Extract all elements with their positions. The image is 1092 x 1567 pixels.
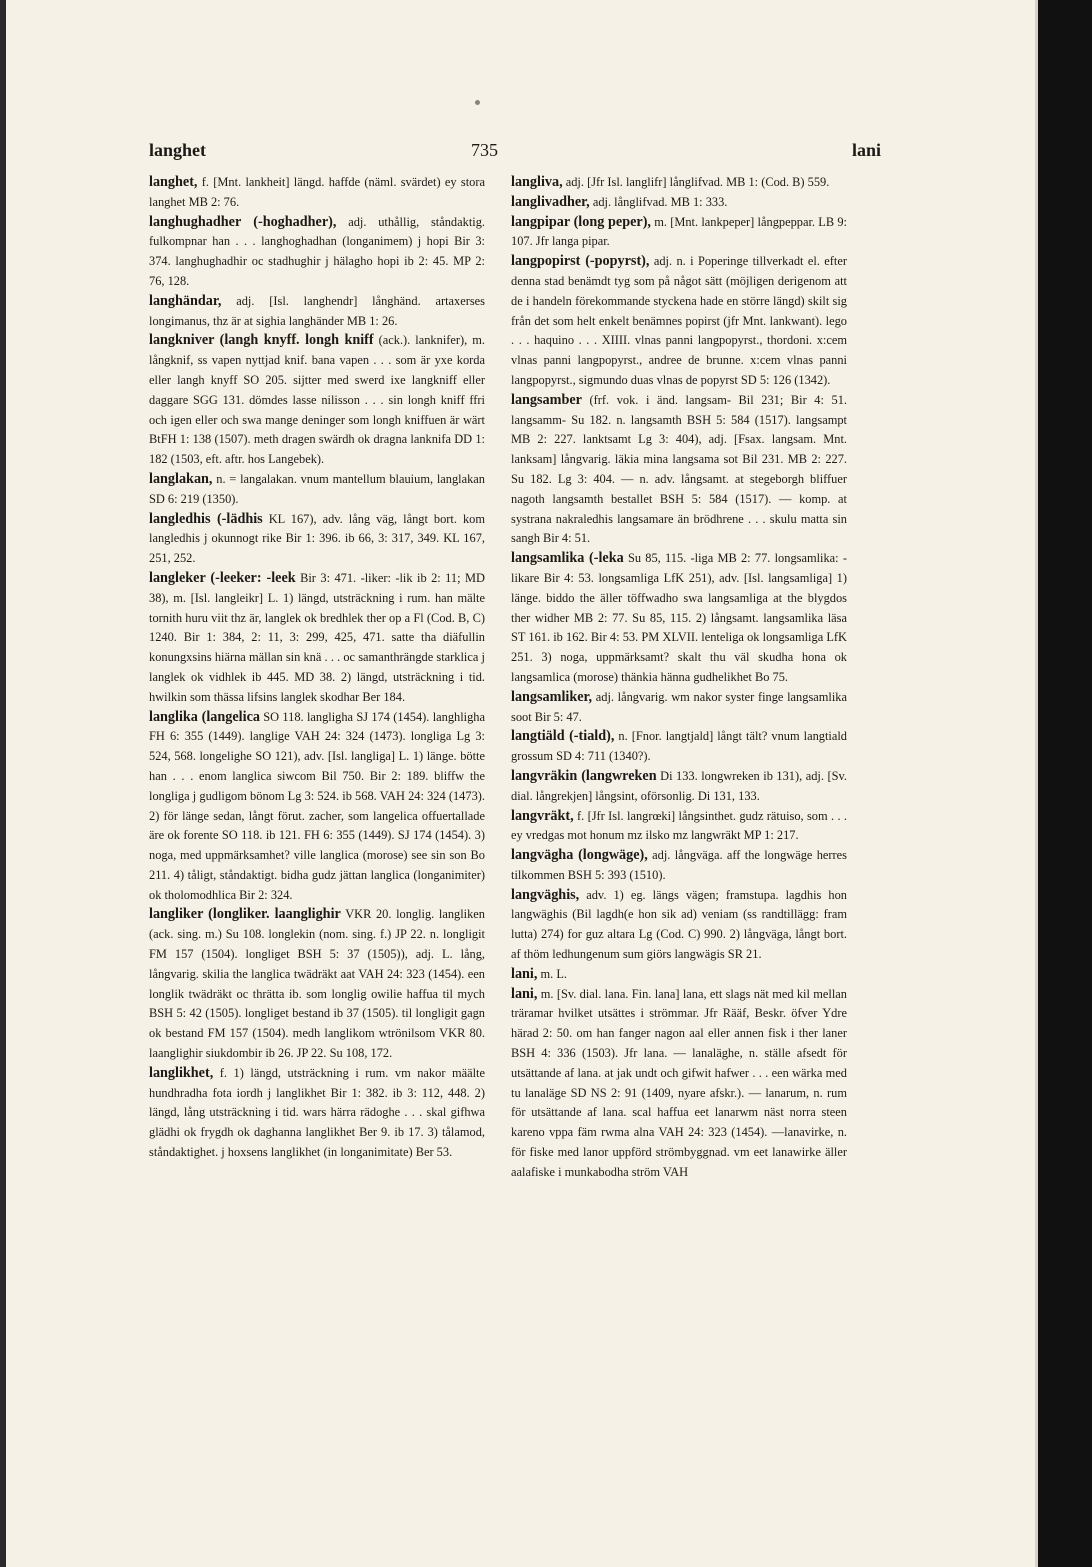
entry-text: Di 133. longwreken ib 131), adj. [Sv. dial. långrekjen] långsint, oförsonlig. Di 131, 133. [511, 768, 847, 803]
entry-headword: langvräkin (langwreken [511, 767, 657, 784]
dictionary-entry [149, 331, 485, 470]
dictionary-entry [149, 1064, 485, 1163]
entry-text: adj. långlifvad. MB 1: 333. [589, 194, 728, 209]
page-header [149, 140, 881, 170]
dictionary-entry [149, 470, 485, 510]
dictionary-entry [149, 708, 485, 906]
entry-headword: langpipar (long peper), [511, 213, 651, 230]
entry-text: m. [Mnt. lankpeper] långpeppar. LB 9: 107. Jfr langa pipar. [511, 214, 847, 249]
entry-text: n. = langalakan. vnum mantellum blauium, langlakan SD 6: 219 (1350). [149, 471, 485, 506]
page-number: 735 [471, 140, 498, 160]
dictionary-entry [511, 965, 847, 985]
entry-text: adj. uthållig, ståndaktig. fulkompnar han . . . langhoghadhan (longanimem) j hopi Bir 3: 374. langhughadhir oc stadhughir j hälagho hopi ib 2: 45. MP 2: 76, 128. [149, 214, 486, 288]
entry-text: Bir 3: 471. -liker: -lik ib 2: 11; MD 38), m. [Isl. langleikr] L. 1) längd, utsträckning i rum. han mälte tornith huru viit thz är, langlek ok bredhlek ther op a Fl (Cod. B, C) 1240. Bir 1: 384, 2: 11, 3: 299, 425, 471. satte tha diäfullin konungxsins hiärna mällan sin knä . . . oc samanthrängde starklica j langlek ok vidhlek ib 445. MD 38. 2) längd, utsträckning i tid. hwilkin som thässa lifsins langlek skodhar Ber 184. [149, 570, 485, 704]
dictionary-entry [149, 905, 485, 1063]
entry-text: adj. n. i Poperinge tillverkadt el. efter denna stad benämdt tyg som på något sätt (möjligen derigenom att de i handeln förekommande styckena hade en större längd) skilt sig från det som helt enkelt benämnes popirst (jfr Mnt. lankwant). lego . . . haquino . . . XIIII. vlnas panni langpopyrst., thordoni. x:cem vlnas panni langpopyrst., andree de brunne. x:cem vlnas panni langpopyrst., sigmundo duas vlnas de popyrst SD 5: 126 (1342). [511, 254, 847, 387]
dictionary-entry [511, 985, 847, 1183]
entry-text: m. [Sv. dial. lana. Fin. lana] lana, ett slags nät med kil mellan träramar hvilket utsättes i strömmar. Jfr Rääf, Beskr. öfver Ydre härad 2: 50. om han fanger nagon aal eller annen fisk i ther laner BSH 4: 336 (1503). Jfr lana. — lanaläghe, n. ställe afsedt för utsättande af lana. at jak undt och gifwit hafwer . . . een wärka med tu lanaläge SD NS 2: 91 (1409, nyare afskr.). — lanarum, n. rum för utsättande af lana. scal haffua eet lanarwm näst norra steen kareno vppa fäm rwma alna VAH 24: 323 (1454). —lanavirke, n. för fiske med lanor uppförd strömbyggnad. vm eet lanawirke äller aalafiske i munkabodha ström VAH [511, 986, 847, 1179]
entry-headword: langleker (-leeker: -leek [149, 569, 296, 586]
entry-headword: langlika (langelica [149, 708, 260, 725]
entry-headword: langhet, [149, 174, 198, 190]
dictionary-page [6, 0, 1038, 1567]
entry-text: adj. [Jfr Isl. langlifr] långlifvad. MB 1: (Cod. B) 559. [562, 175, 830, 189]
entry-text: f. 1) längd, utsträckning i rum. vm nakor määlte hundhradha fota iordh j langlikhet Bir 1: 382. ib 3: 112, 448. 2) längd, lång utsträckning i tid. wars härra rädoghe . . . skal gifhwa glädhi ok frygdh ok daghanna langlikhet Ber 9. ib 17. 3) tålamod, ståndaktighet. j hoxsens langlikhet (in longanimitate) Ber 53. [149, 1065, 485, 1160]
entry-text: Su 85, 115. -liga MB 2: 77. longsamlika: -likare Bir 4: 53. longsamliga LfK 251), adv. [Isl. langsamliga] 1) länge. biddo the äller töffwadho swa langsamliga at the blygdos ther widher MB 2: 77. Su 85, 115. 2) långsamt. langsamlika läsa ST 161. ib 162. Bir 4: 53. PM XLVII. lenteliga ok longsamliga LfK 251. 3) noga, uppmärksamt? skalt thu väl skudha hona ok langsamlica (morose) thänkia hänna gudhelikhet Bo 75. [511, 551, 847, 684]
entry-headword: lani, [511, 985, 538, 1002]
entry-text: adj. långväga. aff the longwäge herres tilkommen BSH 5: 393 (1510). [511, 848, 848, 882]
entry-headword: langledhis (-lädhis [149, 510, 263, 527]
dictionary-entry [511, 767, 847, 807]
entry-headword: langhughadher (-hoghadher), [149, 213, 337, 230]
entry-text: n. [Fnor. langtjald] långt tält? vnum langtiald grossum SD 4: 711 (1340?). [511, 729, 847, 764]
entry-headword: lani, [511, 965, 538, 982]
dictionary-entry [511, 391, 847, 549]
entry-headword: langlikhet, [149, 1064, 214, 1081]
entry-text: VKR 20. longlig. langliken (ack. sing. m.) Su 108. longlekin (nom. sing. f.) JP 22. n. longligit FM 157 (1504). longliget BSH 5: 37 (1505)), adj. L. lång, långvarig. skilia the langlica twädräkt aat VAH 24: 323 (1454). een longlik twädräkt oc thrätta ib. som longlig owilie haffua til mych BSH 5: 42 (1505). longliget bestand ib 37 (1505). til longligit gagn ok bestand FM 157 (1504). medh langlikom wtrönilsom VKR 80. laanglighir siukdombir ib 26. JP 22. Su 108, 172. [149, 907, 485, 1061]
entry-headword: langsamliker, [511, 688, 593, 705]
entry-text: f. [Mnt. lankheit] längd. haffde (näml. svärdet) ey stora langhet MB 2: 76. [149, 175, 485, 209]
dictionary-entry [149, 213, 485, 292]
entry-headword: langkniver (langh knyff. longh kniff [149, 332, 374, 349]
entry-headword: langtiäld (-tiald), [511, 728, 615, 745]
entry-headword: langväghis, [511, 886, 580, 903]
entry-headword: langhändar, [149, 292, 222, 309]
entry-text: adv. 1) eg. längs vägen; framstupa. lagdhis hon langwäghis (Bil lagdh(e hon sik ad) veniam (ss randtillägg: fram lutta) 274) for guz altara Lg (Cod. C) 990. 2) långväga, långt bort. af thöm ledhungenum sum giörs langwägis SR 21. [511, 887, 847, 962]
right-column [511, 173, 847, 1183]
entry-text: KL 167), adv. lång väg, långt bort. kom langledhis j okunnogt rike Bir 1: 396. ib 66, 3: 317, 349. KL 167, 251, 252. [149, 511, 486, 566]
scan-border-right [1038, 0, 1092, 1567]
entry-text: m. L. [537, 966, 568, 981]
entry-headword: langliker (longliker. laanglighir [149, 906, 341, 923]
dictionary-entry [511, 252, 847, 391]
dictionary-entry [149, 292, 485, 332]
entry-headword: langpopirst (-popyrst), [511, 253, 650, 270]
entry-text: f. [Jfr Isl. langrœki] långsinthet. gudz rätuiso, som . . . ey vredgas mot honum mz ilsko mz langwräkt MP 1: 217. [511, 808, 847, 843]
left-column [149, 173, 485, 1163]
dictionary-entry [511, 807, 847, 847]
entry-text: SO 118. langligha SJ 174 (1454). langhligha FH 6: 355 (1449). langlige VAH 24: 324 (1473). longliga Lg 3: 524, 568. longelighe SO 121), adv. [Isl. langliga] L. 1) länge. bötte han . . . enom langlica siwcom Bil 750. Bir 2: 189. bliffw the longliga j gudligom bönom Lg 3: 524. ib 568. VAH 24: 324 (1473). 2) för länge sedan, långt förut. zacher, som langelica offuertallade äre ok forente SO 118. ib 121. FH 6: 355 (1449). SJ 174 (1454). 3) noga, med uppmärksamhet? ville langlica (morose) see sin son Bo 211. 4) tåligt, ståndaktigt. bidha gudz jättan langlica (longanimiter) ok tholomodhlica Bir 2: 324. [149, 709, 486, 902]
entry-headword: langvägha (longwäge), [511, 847, 648, 864]
entry-headword: langliva, [511, 174, 563, 190]
entry-headword: langlivadher, [511, 193, 590, 210]
dictionary-entry [149, 173, 485, 213]
dictionary-entry [511, 886, 847, 965]
dictionary-entry [511, 173, 847, 193]
dictionary-entry [149, 569, 485, 708]
scan-border-left [0, 0, 6, 1567]
entry-headword: langvräkt, [511, 807, 574, 824]
entry-headword: langsamlika (-leka [511, 550, 624, 567]
dictionary-entry [511, 727, 847, 767]
dictionary-entry [511, 688, 847, 728]
dictionary-entry [511, 193, 847, 213]
dictionary-entry [149, 510, 485, 569]
entry-text: (frf. vok. i änd. langsam- Bil 231; Bir 4: 51. langsamm- Su 182. n. langsamth BSH 5: 584 (1517). langsampt MB 2: 227. lanktsamt Lg 3: 404), adj. [Fsax. langsam. Mnt. lanksam] långvarig. läkia mina langsama sot Bil 231. MB 2: 227. Su 182. Lg 3: 404. — n. adv. långsamt. at stegeborgh bliffuer nagoth langsamth bestallet BSH 5: 584 (1517). — komp. at systrana nakraledhis langsamare än brödhrene . . . skulu matta sin sangh Bir 4: 51. [511, 392, 847, 546]
header-right-word: lani [851, 140, 881, 160]
entry-headword: langsamber [511, 391, 582, 408]
dictionary-entry [511, 846, 847, 886]
dictionary-entry [511, 213, 847, 253]
entry-headword: langlakan, [149, 470, 213, 487]
entry-text: adj. [Isl. langhendr] långhänd. artaxerses longimanus, thz är at sighia langhänder MB 1: 26. [149, 293, 485, 328]
header-left-word: langhet [149, 140, 207, 160]
entry-text: (ack.). lanknifer), m. långknif, ss vapen nyttjad knif. bana vapen . . . som är yxe korda eller langh knyff SO 205. sijtter med swerd ixe langkniff eller daggare SGG 131. dömdes lasse nilisson . . . sin longh kniff ffri och igen eller och swa mange deninger som longh kniffuen är wärt BtFH 1: 138 (1507). meth dragen swärdh ok dragna lanknifa DD 1: 182 (1503, eft. aftr. hos Langebek). [149, 333, 485, 467]
dictionary-entry [511, 549, 847, 688]
ink-dot [475, 100, 480, 105]
entry-text: adj. långvarig. wm nakor syster finge langsamlika soot Bir 5: 47. [511, 689, 847, 724]
